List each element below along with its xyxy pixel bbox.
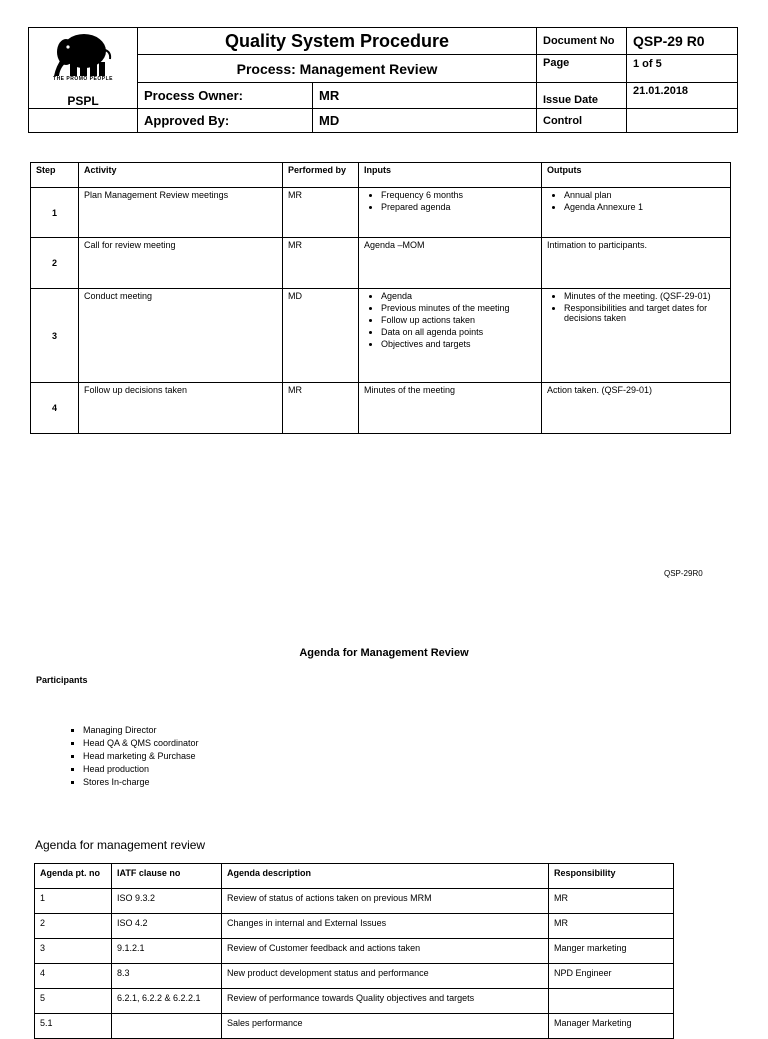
list-item: • Prepared agenda	[381, 202, 536, 212]
control-value	[627, 109, 738, 133]
header-inputs: Inputs	[359, 163, 542, 188]
performed-by-cell: MR	[283, 238, 359, 289]
outputs-cell	[542, 288, 731, 382]
process-table	[30, 162, 731, 434]
agenda-pt-cell: 3	[35, 939, 112, 964]
description-cell: Review of performance towards Quality objectives and targets	[222, 989, 549, 1014]
outputs-cell	[542, 188, 731, 238]
activity-cell: Follow up decisions taken	[79, 383, 283, 434]
agenda-pt-cell: 5.1	[35, 1014, 112, 1039]
agenda-table	[34, 863, 674, 1039]
responsibility-cell: MR	[549, 914, 674, 939]
inputs-cell: Minutes of the meeting	[359, 383, 542, 434]
table-row	[31, 238, 731, 289]
participants-heading: Participants	[36, 675, 88, 685]
activity-cell: Plan Management Review meetings	[79, 188, 283, 238]
step-number: 4	[31, 383, 79, 434]
elephant-logo-icon	[48, 32, 118, 78]
table-row	[31, 383, 731, 434]
table-row	[35, 989, 674, 1014]
step-number: 1	[31, 188, 79, 238]
performed-by-cell: MD	[283, 288, 359, 382]
activity-cell: Conduct meeting	[79, 288, 283, 382]
agenda-pt-cell: 5	[35, 989, 112, 1014]
logo-tagline: THE PROMO PEOPLE	[53, 76, 113, 82]
agenda-pt-cell: 1	[35, 889, 112, 914]
agenda-pt-cell: 4	[35, 964, 112, 989]
responsibility-cell: MR	[549, 889, 674, 914]
responsibility-cell: Manger marketing	[549, 939, 674, 964]
step-number: 3	[31, 288, 79, 382]
agenda-title: Agenda for Management Review	[299, 647, 469, 659]
outputs-list	[547, 190, 725, 212]
list-item: • Data on all agenda points	[381, 327, 536, 337]
inputs-cell	[359, 288, 542, 382]
header-responsibility: Responsibility	[549, 864, 674, 889]
agenda-pt-cell: 2	[35, 914, 112, 939]
document-title: Quality System Procedure	[138, 28, 537, 55]
list-item: • Follow up actions taken	[381, 315, 536, 325]
participants-list	[70, 724, 199, 789]
document-no-label: Document No	[537, 28, 627, 55]
issue-date-value: 21.01.2018	[627, 82, 738, 108]
document-header	[28, 27, 738, 133]
document-no-value: QSP-29 R0	[627, 28, 738, 55]
outputs-list	[547, 291, 725, 323]
participant-item: ▪ Head production	[83, 763, 199, 776]
table-row	[35, 889, 674, 914]
list-item: • Minutes of the meeting. (QSF-29-01)	[564, 291, 725, 301]
participant-item: ▪ Stores In-charge	[83, 776, 199, 789]
list-item: • Frequency 6 months	[381, 190, 536, 200]
list-item: • Responsibilities and target dates for decisions taken	[564, 303, 725, 323]
table-row	[35, 1014, 674, 1039]
header-agenda-pt: Agenda pt. no	[35, 864, 112, 889]
page-value: 1 of 5	[627, 55, 738, 82]
company-code: PSPL	[67, 94, 99, 108]
header-description: Agenda description	[222, 864, 549, 889]
list-item: • Objectives and targets	[381, 339, 536, 349]
description-cell: Review of status of actions taken on previous MRM	[222, 889, 549, 914]
header-activity: Activity	[79, 163, 283, 188]
description-cell: Review of Customer feedback and actions taken	[222, 939, 549, 964]
process-name: Process: Management Review	[138, 55, 537, 82]
performed-by-cell: MR	[283, 383, 359, 434]
logo-cell	[29, 28, 138, 109]
clause-cell: ISO 4.2	[112, 914, 222, 939]
header-clause: IATF clause no	[112, 864, 222, 889]
step-number: 2	[31, 238, 79, 289]
process-owner-value: MR	[313, 82, 537, 108]
clause-cell: 9.1.2.1	[112, 939, 222, 964]
process-owner-label: Process Owner:	[138, 82, 313, 108]
table-row	[35, 964, 674, 989]
approved-by-label: Approved By:	[138, 109, 313, 133]
page-label: Page	[537, 55, 627, 82]
control-label: Control	[537, 109, 627, 133]
outputs-cell: Action taken. (QSF-29-01)	[542, 383, 731, 434]
clause-cell: 6.2.1, 6.2.2 & 6.2.2.1	[112, 989, 222, 1014]
participant-item: ▪ Managing Director	[83, 724, 199, 737]
header-performed-by: Performed by	[283, 163, 359, 188]
responsibility-cell: Manager Marketing	[549, 1014, 674, 1039]
list-item: • Agenda Annexure 1	[564, 202, 725, 212]
list-item: • Previous minutes of the meeting	[381, 303, 536, 313]
issue-date-label: Issue Date	[537, 82, 627, 108]
table-row	[31, 188, 731, 238]
clause-cell: ISO 9.3.2	[112, 889, 222, 914]
table-header-row	[35, 864, 674, 889]
participant-item: ▪ Head QA & QMS coordinator	[83, 737, 199, 750]
description-cell: Sales performance	[222, 1014, 549, 1039]
inputs-list	[364, 190, 536, 212]
participant-item: ▪ Head marketing & Purchase	[83, 750, 199, 763]
inputs-cell: Agenda –MOM	[359, 238, 542, 289]
activity-cell: Call for review meeting	[79, 238, 283, 289]
responsibility-cell: NPD Engineer	[549, 964, 674, 989]
outputs-cell: Intimation to participants.	[542, 238, 731, 289]
clause-cell	[112, 1014, 222, 1039]
document-reference: QSP-29R0	[664, 569, 703, 578]
logo-cell-spacer	[29, 109, 138, 133]
agenda-subtitle: Agenda for management review	[35, 838, 206, 852]
table-header-row	[31, 163, 731, 188]
inputs-list	[364, 291, 536, 349]
performed-by-cell: MR	[283, 188, 359, 238]
description-cell: Changes in internal and External Issues	[222, 914, 549, 939]
table-row	[35, 914, 674, 939]
table-row	[35, 939, 674, 964]
clause-cell: 8.3	[112, 964, 222, 989]
inputs-cell	[359, 188, 542, 238]
header-outputs: Outputs	[542, 163, 731, 188]
header-step: Step	[31, 163, 79, 188]
list-item: • Agenda	[381, 291, 536, 301]
approved-by-value: MD	[313, 109, 537, 133]
list-item: • Annual plan	[564, 190, 725, 200]
table-row	[31, 288, 731, 382]
responsibility-cell	[549, 989, 674, 1014]
description-cell: New product development status and performance	[222, 964, 549, 989]
